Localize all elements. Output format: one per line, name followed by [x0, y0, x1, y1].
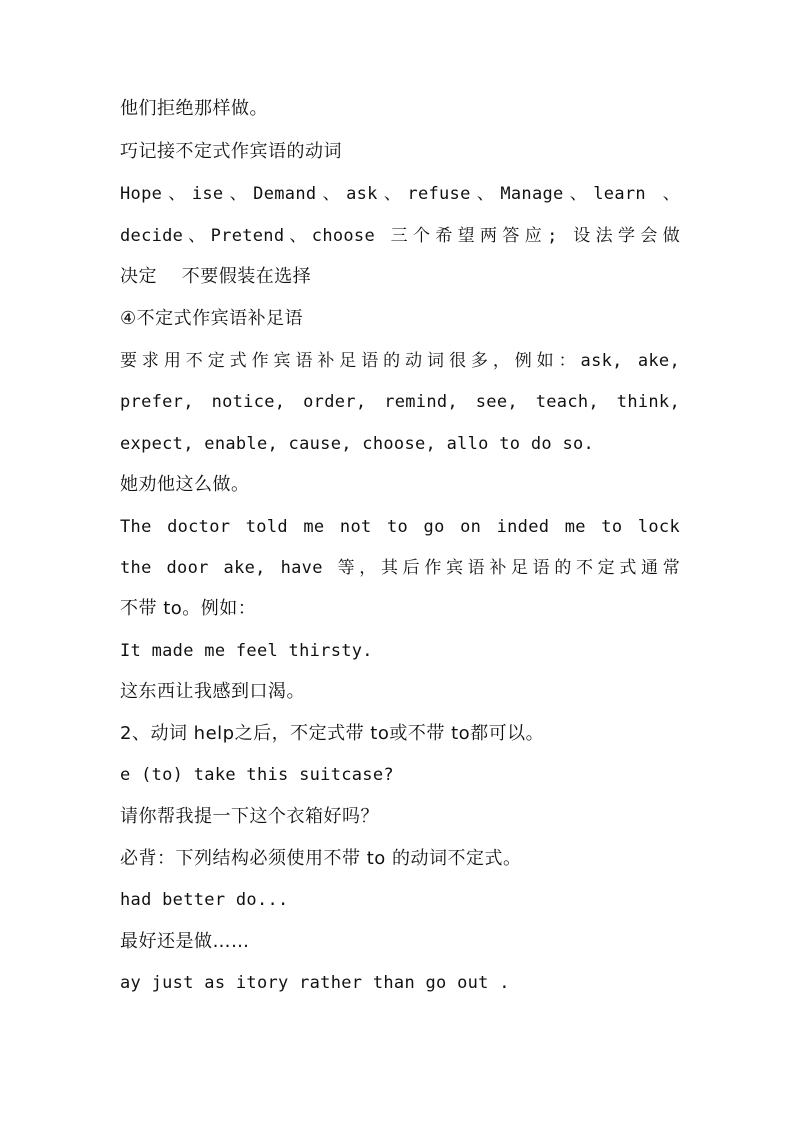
text-line: 这东西让我感到口渴。: [120, 681, 305, 702]
text-line: 2、动词 help之后，不定式带 to或不带 to都可以。: [120, 723, 545, 744]
text-line: prefer, notice, order, remind, see, teach, think,: [120, 392, 680, 412]
text-line: 他们拒绝那样做。: [120, 98, 268, 119]
text-line: had better do...: [120, 890, 289, 910]
text-line: 要求用不定式作宾语补足语的动词很多，例如：ask, ake,: [120, 351, 680, 371]
text-line: the door ake, have 等，其后作宾语补足语的不定式通常: [120, 558, 680, 578]
text-line: It made me feel thirsty.: [120, 641, 373, 661]
text-line: 必背：下列结构必须使用不带 to 的动词不定式。: [120, 848, 522, 869]
text-line: The doctor told me not to go on inded me to lock: [120, 517, 680, 537]
text-line: expect, enable, cause, choose, allo to do so.: [120, 434, 595, 454]
text-line: ay just as itory rather than go out .: [120, 973, 510, 993]
text-line: 不带 to。例如：: [120, 598, 257, 619]
text-line: e (to) take this suitcase?: [120, 765, 394, 785]
text-line: 请你帮我提一下这个衣箱好吗？: [120, 806, 379, 827]
text-line: Hope、ise、Demand、ask、refuse、Manage、learn 、: [120, 184, 680, 204]
text-line: 巧记接不定式作宾语的动词: [120, 141, 342, 162]
text-line: 她劝他这么做。: [120, 474, 250, 495]
text-line: 决定 不要假装在选择: [120, 266, 312, 287]
text-line: 最好还是做……: [120, 931, 250, 952]
text-line: decide、Pretend、choose 三个希望两答应; 设法学会做: [120, 226, 680, 246]
section-heading: ④不定式作宾语补足语: [120, 308, 304, 329]
